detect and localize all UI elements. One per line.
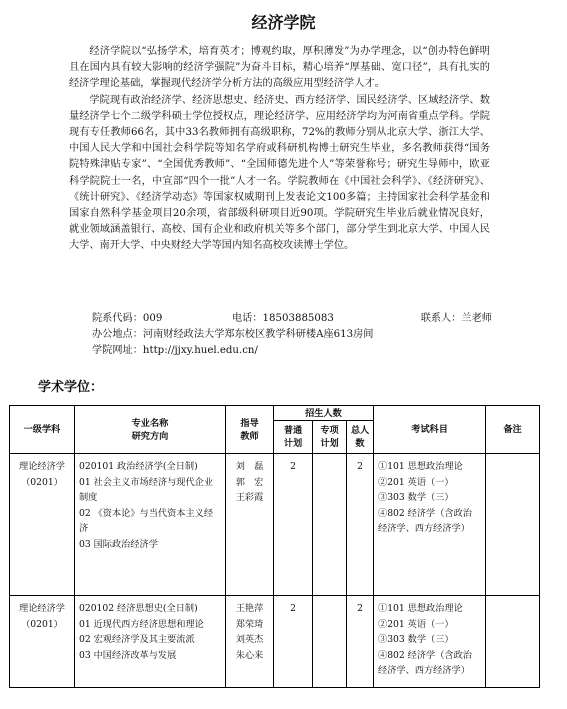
advisor-cell bbox=[226, 596, 274, 688]
col-header-research-direction: 研究方向 bbox=[131, 430, 169, 442]
research-direction: 01 近现代西方经济思想和理论 bbox=[79, 618, 204, 630]
total-count: 2 bbox=[357, 461, 363, 472]
discipline-name: 理论经济学 bbox=[19, 603, 65, 614]
address: 办公地点：河南财经政法大学郑东校区教学科研楼A座613房间 bbox=[92, 329, 374, 340]
contact-block bbox=[92, 311, 492, 359]
major-cell bbox=[75, 596, 226, 688]
research-direction: 01 社会主义市场经济与现代企业制度 bbox=[79, 476, 214, 503]
exam-subject: ②201 英语（一） bbox=[378, 476, 454, 488]
special-plan-cell bbox=[313, 596, 347, 688]
exam-subject: ④802 经济学（含政治经济学、西方经济学） bbox=[378, 649, 472, 676]
advisor-name: 刘 磊 bbox=[235, 461, 264, 472]
advisor-name: 刘英杰 bbox=[235, 634, 264, 645]
remarks-cell bbox=[486, 454, 540, 596]
table-row bbox=[10, 454, 540, 596]
section-heading: 学术学位： bbox=[38, 380, 104, 395]
research-direction: 03 中国经济改革与发展 bbox=[79, 649, 177, 661]
intro-paragraph: 学院现有政治经济学、经济思想史、经济史、西方经济学、国民经济学、区域经济学、数量经济学七个二级学科硕士学位授权点，理论经济学、应用经济学均为河南省重点学科。学院现有专任教师66名，其中33名教师拥有高级职称，72%的教师分别从北京大学、浙江大学、中国人民大学和中国社会科学院等知名学府或科研机构博士研究生毕业，多名教师获得“国务院特殊津贴专家”、“全国优秀教师”、“全国师德先进个人”等荣誉称号；研究生导师中，欧亚科学院院士一名，中宣部“四个一批”人才一名。学院教师在《中国社会科学》、《经济研究》、《统计研究》、《经济学动态》等国家权威期刊上发表论文100多篇；主持国家社会科学基金和国家自然科学基金项目20余项，省部级科研项目近90项。学院研究生毕业后就业情况良好，就业领域涵盖银行、高校、国有企业和政府机关等多个部门，部分学生到北京大学、中国人民大学、南开大学、中央财经大学等国内知名高校攻读博士学位。 bbox=[69, 94, 490, 252]
page-title: 经济学院 bbox=[251, 13, 316, 32]
total-cell bbox=[347, 596, 374, 688]
exam-subject: ③303 数学（三） bbox=[378, 634, 454, 645]
col-header-remarks: 备注 bbox=[486, 406, 540, 454]
col-header-advisor: 指导教师 bbox=[226, 406, 274, 454]
advisor-name: 郑荣琦 bbox=[235, 618, 264, 630]
exam-subject: ③303 数学（三） bbox=[378, 492, 454, 503]
advisor-cell bbox=[226, 454, 274, 596]
exam-subject: ①101 思想政治理论 bbox=[378, 461, 463, 472]
exam-cell bbox=[374, 454, 486, 596]
advisor-name: 王彩霞 bbox=[235, 492, 264, 503]
program-table bbox=[9, 405, 540, 688]
total-count: 2 bbox=[357, 603, 363, 614]
special-plan-count bbox=[313, 454, 346, 464]
website-link[interactable]: 学院网址：http://jjxy.huel.edu.cn/ bbox=[92, 345, 258, 356]
advisor-name: 郭 宏 bbox=[235, 476, 264, 488]
discipline-cell bbox=[10, 596, 75, 688]
special-plan-count bbox=[313, 596, 346, 606]
intro-text bbox=[69, 44, 490, 255]
table-row bbox=[10, 596, 540, 688]
department-code: 院系代码：009 bbox=[92, 313, 163, 324]
discipline-code: （0201） bbox=[21, 618, 63, 630]
advisor-name: 王艳萍 bbox=[235, 603, 264, 614]
remarks bbox=[486, 596, 539, 606]
regular-plan-cell bbox=[274, 454, 313, 596]
remarks-cell bbox=[486, 596, 540, 688]
research-direction: 02 《资本论》与当代资本主义经济 bbox=[79, 507, 214, 534]
col-header-major bbox=[75, 406, 226, 454]
major-name: 020102 经济思想史(全日制) bbox=[79, 603, 198, 614]
discipline-cell bbox=[10, 454, 75, 596]
discipline-name: 理论经济学 bbox=[19, 461, 65, 472]
col-header-total: 总人数 bbox=[347, 421, 374, 454]
major-name: 020101 政治经济学(全日制) bbox=[79, 461, 198, 472]
research-direction: 03 国际政治经济学 bbox=[79, 538, 158, 550]
col-header-exam: 考试科目 bbox=[374, 406, 486, 454]
major-cell bbox=[75, 454, 226, 596]
col-header-enroll: 招生人数 bbox=[274, 406, 374, 421]
col-header-special-plan: 专项计划 bbox=[313, 421, 347, 454]
special-plan-cell bbox=[313, 454, 347, 596]
regular-plan-count: 2 bbox=[290, 603, 296, 614]
exam-subject: ②201 英语（一） bbox=[378, 618, 454, 630]
exam-subject: ④802 经济学（含政治经济学、西方经济学） bbox=[378, 507, 472, 534]
advisor-name: 朱心来 bbox=[235, 649, 264, 661]
exam-cell bbox=[374, 596, 486, 688]
contact-person: 联系人：兰老师 bbox=[420, 313, 492, 324]
exam-subject: ①101 思想政治理论 bbox=[378, 603, 463, 614]
total-cell bbox=[347, 454, 374, 596]
phone: 电话：18503885083 bbox=[232, 313, 334, 324]
contact-row bbox=[92, 311, 492, 327]
col-header-major-name: 专业名称 bbox=[131, 417, 169, 429]
remarks bbox=[486, 454, 539, 464]
table-header-row bbox=[10, 406, 540, 421]
intro-paragraph: 经济学院以“弘扬学术，培育英才；博观约取，厚积薄发”为办学理念，以“创办特色鲜明且在国内具有较大影响的经济学强院”为奋斗目标，精心培养“厚基础、宽口径”，具有扎实的经济学理论基础，掌握现代经济学分析方法的高级应用型经济学人才。 bbox=[69, 46, 490, 90]
research-direction: 02 宏观经济学及其主要流派 bbox=[79, 634, 195, 645]
discipline-code: （0201） bbox=[21, 476, 63, 488]
regular-plan-count: 2 bbox=[290, 461, 296, 472]
col-header-discipline: 一级学科 bbox=[10, 406, 75, 454]
col-header-regular-plan: 普通计划 bbox=[274, 421, 313, 454]
regular-plan-cell bbox=[274, 596, 313, 688]
